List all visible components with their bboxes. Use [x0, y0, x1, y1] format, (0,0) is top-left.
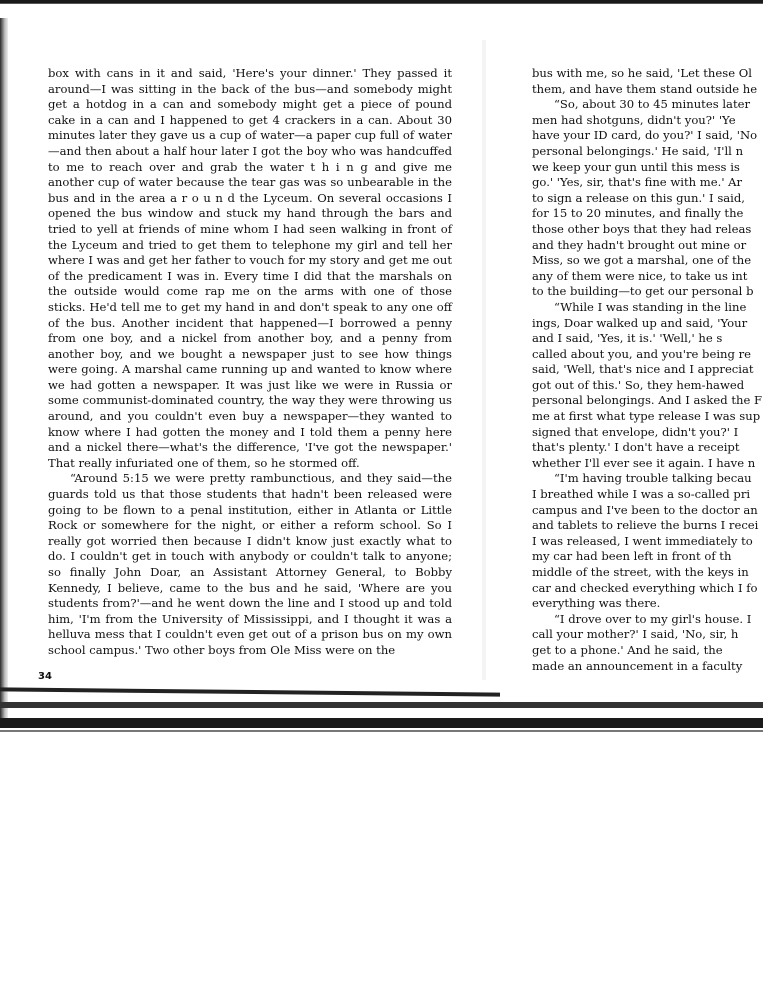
text-line: those other boys that they had releas	[532, 221, 752, 236]
left-page-text	[48, 66, 452, 659]
text-line: personal belongings.' He said, 'I'll n	[532, 143, 744, 158]
page-gutter	[482, 40, 486, 680]
text-line: called about you, and you're being re	[532, 346, 752, 361]
text-line: Miss, so we got a marshal, one of the	[532, 253, 752, 268]
text-line: bus with me, so he said, 'Let these Ol	[532, 66, 752, 80]
text-line: car and checked everything which I fo	[532, 580, 758, 595]
text-line: whether I'll ever see it again. I have n	[532, 455, 756, 470]
text-line: and I said, 'Yes, it is.' 'Well,' he s	[532, 331, 723, 346]
text-line: to sign a release on this gun.' I said,	[532, 190, 745, 205]
edge-line	[0, 702, 763, 708]
text-line: have your ID card, do you?' I said, 'No	[532, 128, 758, 143]
text-line: we keep your gun until this mess is	[532, 159, 740, 174]
text-line: go.' 'Yes, sir, that's fine with me.' Ar	[532, 175, 743, 190]
text-line: said, 'Well, that's nice and I appreciat	[532, 362, 754, 377]
scan-top-edge	[0, 0, 763, 9]
text-line: men had shotguns, didn't you?' 'Ye	[532, 112, 736, 127]
paragraph: “Around 5:15 we were pretty rambunctious, and they said—the guards told us that those students that hadn't been released were going to be flown to a penal institution, either in Atlanta or Little Rock or somewhere for the night, or either a reform school. So I really got worried then because I didn't know just exactly what to do. I couldn't get in touch with anybody or couldn't talk to anyone; so finally John Doar, an Assistant Attorney General, to Bobby Kennedy, I believe, came to the bus and he said, 'Where are you students from?'—and he went down the line and I stood up and told him, 'I'm from the University of Mississippi, and I thought it was a helluva mess that I couldn't even get out of a prison bus on my own school campus.' Two other boys from Ole Miss were on the	[48, 471, 452, 657]
text-line: ings, Doar walked up and said, 'Your	[532, 315, 748, 330]
text-line: campus and I've been to the doctor an	[532, 502, 758, 517]
text-line: “I drove over to my girl's house. I	[554, 611, 752, 626]
text-line: made an announcement in a faculty	[532, 658, 743, 673]
text-line: to the building—to get our personal b	[532, 284, 754, 299]
text-line: “I'm having trouble talking becau	[554, 471, 752, 486]
text-line: and tablets to relieve the burns I recei	[532, 518, 759, 533]
text-line: me at first what type release I was sup	[532, 409, 761, 424]
text-line: for 15 to 20 minutes, and finally the	[532, 206, 744, 221]
text-line: I breathed while I was a so-called pri	[532, 487, 751, 502]
text-line: I was released, I went immediately to	[532, 533, 753, 548]
book-bottom-edge	[0, 690, 763, 760]
text-line: got out of this.' So, they hem-hawed	[532, 377, 745, 392]
right-page-text	[532, 66, 763, 674]
text-line: that's plenty.' I don't have a receipt	[532, 440, 740, 455]
edge-line	[0, 718, 763, 728]
text-line: “So, about 30 to 45 minutes later	[554, 97, 751, 112]
text-line: any of them were nice, to take us int	[532, 268, 748, 283]
text-line: them, and have them stand outside he	[532, 81, 758, 96]
text-line: everything was there.	[532, 596, 661, 611]
text-line: personal belongings. And I asked the F	[532, 393, 763, 408]
text-line: call your mother?' I said, 'No, sir, h	[532, 627, 739, 642]
edge-line	[0, 687, 500, 696]
paragraph: box with cans in it and said, 'Here's your dinner.' They passed it around—I was sitting in the back of the bus—and somebody might get a hotdog in a can and somebody might get a piece of pound cake in a can and I happened to get 4 crackers in a can. About 30 minutes later they gave us a cup of water—a paper cup full of water—and then about a half hour later I got the boy who was handcuffed to me to reach over and grab the water t h i n g and give me another cup of water because the tear gas was so unbearable in the bus and in the area a r o u n d the Lyceum. On several occasions I opened the bus window and stuck my hand through the bars and tried to yell at friends of mine whom I had seen walking in front of the Lyceum and tried to get them to telephone my girl and tell her where I was and get her father to vouch for my story and get me out of the predicament I was in. Every time I did that the marshals on the outside would come rap me on the arms with one of those sticks. He'd tell me to get my hand in and don't speak to any one off of the bus. Another incident that happened—I borrowed a penny from one boy, and a nickel from another boy, and a penny from another boy, and we bought a newspaper just to see how things were going. A marshal came running up and wanted to know where we had gotten a newspaper. It was just like we were in Russia or some communist-dominated country, the way they were throwing us around, and you couldn't even buy a newspaper—they wanted to know where I had gotten the money and I told them a penny here and a nickel there—what's the difference, 'I've got the newspaper.' That really infuriated one of them, so he stormed off.	[48, 66, 452, 470]
text-line: get to a phone.' And he said, the	[532, 642, 723, 657]
text-line: middle of the street, with the keys in	[532, 565, 749, 579]
text-line: “While I was standing in the line	[554, 299, 747, 314]
edge-line	[0, 730, 763, 732]
text-line: signed that envelope, didn't you?' I	[532, 424, 739, 439]
text-line: and they hadn't brought out mine or	[532, 237, 747, 252]
page-number: 34	[38, 671, 52, 682]
book-spine-shadow	[0, 18, 8, 718]
text-line: my car had been left in front of th	[532, 549, 732, 564]
